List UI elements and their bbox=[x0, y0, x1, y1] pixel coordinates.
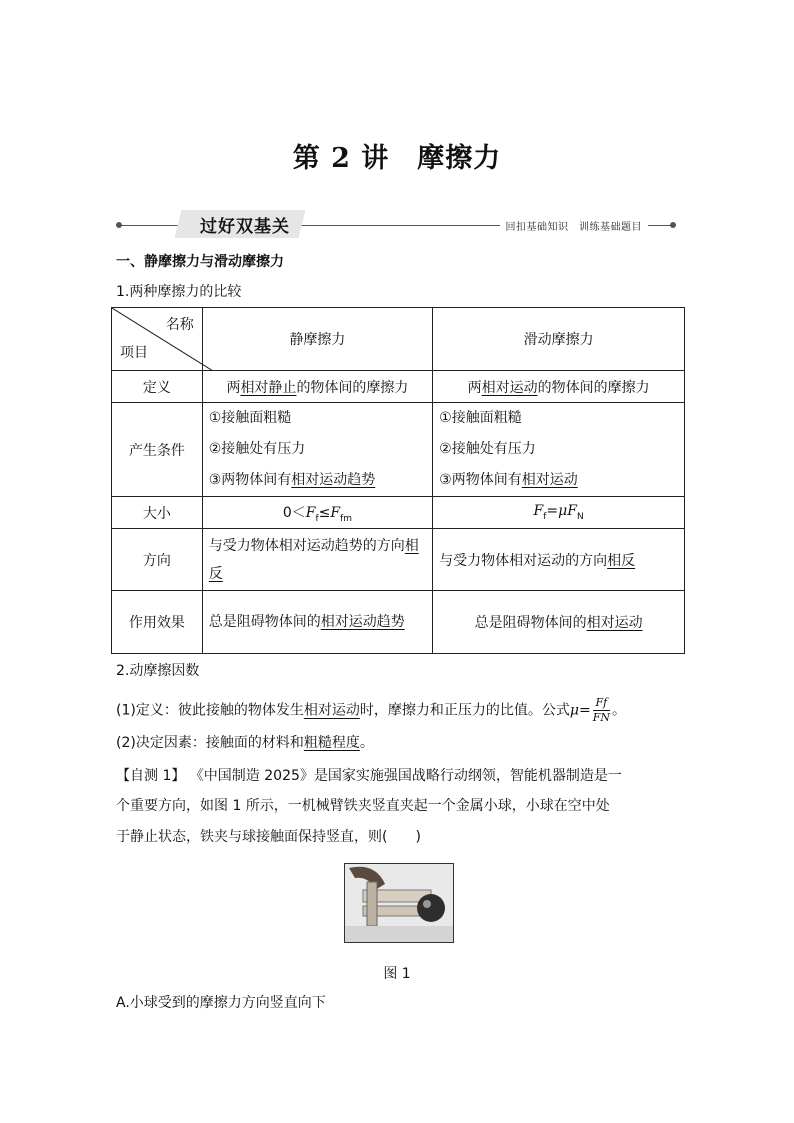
underlined-keyword: 相对运动 bbox=[481, 379, 538, 396]
cell-sliding-definition bbox=[433, 371, 685, 403]
paragraph-definition bbox=[116, 696, 626, 725]
row-label-effect: 作用效果 bbox=[112, 591, 203, 654]
cell-sliding-conditions bbox=[433, 403, 685, 497]
underlined-keyword: 相对运动 bbox=[521, 472, 578, 488]
condition-line: ②接触处有压力 bbox=[439, 441, 536, 457]
cell-static-effect bbox=[202, 591, 432, 654]
formula-symbol: μ bbox=[558, 503, 568, 520]
section-heading: 一、静摩擦力与滑动摩擦力 bbox=[116, 254, 284, 270]
underlined-keyword: 相反 bbox=[208, 537, 419, 582]
banner-dot-right bbox=[670, 222, 676, 228]
exercise-line-2: 个重要方向，如图 1 所示，一机械臂铁夹竖直夹起一个金属小球，小球在空中处 bbox=[116, 798, 610, 814]
formula-symbol: F bbox=[330, 504, 341, 521]
row-label-definition: 定义 bbox=[112, 371, 203, 403]
banner-tag-label: 过好双基关 bbox=[200, 217, 290, 237]
condition-line: ②接触处有压力 bbox=[208, 441, 306, 457]
text-fragment: 总是阻碍物体间的 bbox=[208, 614, 321, 630]
text-fragment: 时，摩擦力和正压力的比值。公式 bbox=[359, 702, 570, 719]
header-name-label: 名称 bbox=[165, 317, 194, 333]
text-fragment: (2)决定因素：接触面的材料和 bbox=[116, 735, 304, 751]
formula-text: = bbox=[578, 702, 591, 719]
fraction-denominator: FN bbox=[592, 711, 610, 724]
formula-text: = bbox=[546, 503, 559, 520]
col-static-header: 静摩擦力 bbox=[202, 308, 432, 371]
text-fragment: 。 bbox=[611, 702, 626, 719]
formula-subscript: f bbox=[315, 513, 319, 524]
text-fragment: 总是阻碍物体间的 bbox=[474, 615, 587, 631]
formula-subscript: f bbox=[543, 511, 547, 522]
formula-subscript: fm bbox=[340, 513, 353, 524]
cell-sliding-effect bbox=[433, 591, 685, 654]
cell-sliding-direction bbox=[433, 529, 685, 591]
formula-subscript: N bbox=[576, 511, 584, 522]
table-row-conditions bbox=[112, 403, 685, 497]
cell-sliding-magnitude bbox=[433, 497, 685, 529]
underlined-keyword: 相对运动 bbox=[303, 702, 360, 719]
formula-symbol: F bbox=[533, 503, 544, 520]
underlined-keyword: 相对运动趋势 bbox=[291, 472, 376, 488]
text-fragment: 与受力物体相对运动的方向 bbox=[439, 552, 608, 569]
paragraph-factors bbox=[116, 733, 374, 753]
header-item-label: 项目 bbox=[120, 345, 148, 361]
section-banner bbox=[116, 209, 676, 241]
underlined-keyword: 相对静止 bbox=[240, 379, 297, 396]
underlined-keyword: 粗糙程度 bbox=[303, 735, 360, 751]
option-a: A.小球受到的摩擦力方向竖直向下 bbox=[116, 995, 326, 1011]
col-sliding-header: 滑动摩擦力 bbox=[433, 308, 685, 371]
formula-fraction bbox=[593, 696, 610, 725]
text-fragment: (1)定义：彼此接触的物体发生 bbox=[116, 702, 304, 719]
text-fragment: 的物体间的摩擦力 bbox=[296, 379, 409, 396]
figure-caption: 图 1 bbox=[383, 966, 411, 982]
underlined-keyword: 相反 bbox=[607, 552, 636, 569]
diagonal-header-cell bbox=[112, 308, 203, 371]
banner-dot-left bbox=[116, 222, 122, 228]
cell-static-direction bbox=[202, 529, 432, 591]
exercise-line-3: 于静止状态，铁夹与球接触面保持竖直，则( ) bbox=[116, 829, 421, 845]
formula-symbol: μ bbox=[569, 702, 579, 719]
table-header-row bbox=[112, 308, 685, 371]
text-fragment: 两 bbox=[226, 379, 241, 396]
formula-symbol: F bbox=[305, 504, 316, 521]
table-row-direction bbox=[112, 529, 685, 591]
figure-robot-arm-photo bbox=[344, 863, 454, 943]
cell-static-conditions bbox=[202, 403, 432, 497]
text-fragment: 两 bbox=[467, 379, 482, 396]
table-row-definition bbox=[112, 371, 685, 403]
row-label-conditions: 产生条件 bbox=[112, 403, 203, 497]
banner-subtitle: 回扣基础知识 训练基础题目 bbox=[500, 218, 649, 233]
fraction-numerator: Ff bbox=[593, 696, 610, 711]
table-row-magnitude bbox=[112, 497, 685, 529]
formula-symbol: F bbox=[567, 503, 577, 520]
friction-comparison-table bbox=[111, 307, 685, 654]
formula-text: ≤ bbox=[318, 504, 331, 521]
subheading-coefficient: 2.动摩擦因数 bbox=[116, 663, 200, 679]
text-fragment: 的物体间的摩擦力 bbox=[537, 379, 650, 396]
subheading-comparison: 1.两种摩擦力的比较 bbox=[116, 284, 242, 300]
text-fragment: ③两物体间有 bbox=[208, 472, 292, 488]
condition-line: ①接触面粗糙 bbox=[439, 410, 522, 426]
text-fragment: 。 bbox=[359, 735, 374, 751]
text-fragment: 与受力物体相对运动趋势的方向 bbox=[208, 537, 405, 554]
underlined-keyword: 相对运动趋势 bbox=[320, 614, 405, 630]
robot-arm-clamp-illustration bbox=[345, 864, 453, 942]
cell-static-magnitude bbox=[202, 497, 432, 529]
table-row-effect bbox=[112, 591, 685, 654]
text-fragment: ③两物体间有 bbox=[439, 472, 522, 488]
formula-text: 0＜ bbox=[282, 504, 306, 521]
row-label-magnitude: 大小 bbox=[112, 497, 203, 529]
page-title: 第 2 讲 摩擦力 bbox=[292, 143, 502, 174]
exercise-line-1: 【自测 1】 《中国制造 2025》是国家实施强国战略行动纲领，智能机器制造是一 bbox=[116, 768, 622, 784]
row-label-direction: 方向 bbox=[112, 529, 203, 591]
condition-line bbox=[439, 465, 678, 496]
condition-line: ①接触面粗糙 bbox=[208, 410, 292, 426]
cell-static-definition bbox=[202, 371, 432, 403]
underlined-keyword: 相对运动 bbox=[586, 615, 643, 631]
condition-line bbox=[209, 465, 426, 496]
